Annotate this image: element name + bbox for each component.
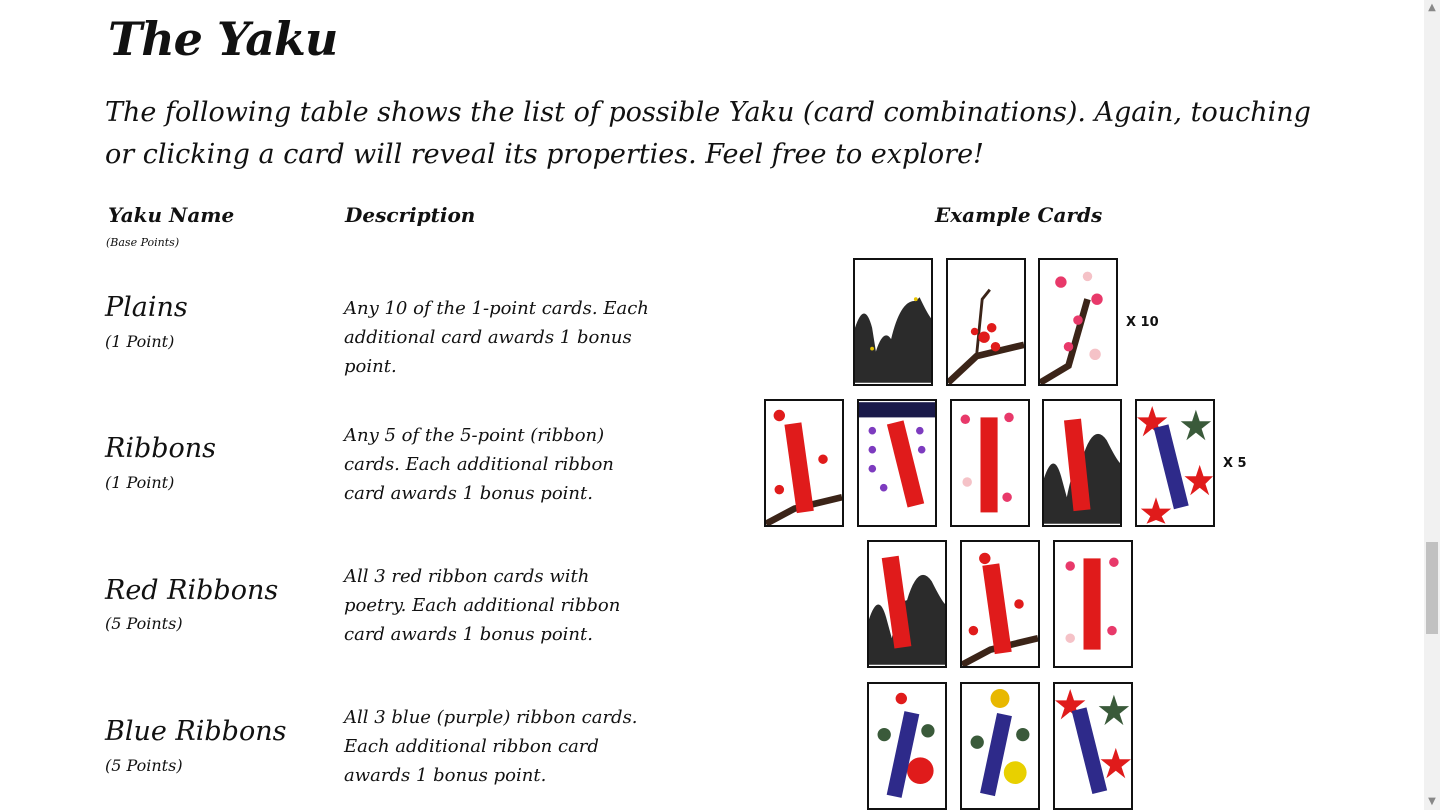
yaku-description: All 3 blue (purple) ribbon cards. Each additional ribbon card awards 1 bonus point. bbox=[344, 707, 638, 786]
page-title: The Yaku bbox=[108, 12, 338, 66]
header-yaku-name: Yaku Name bbox=[108, 203, 235, 227]
card-plum-red-ribbon[interactable] bbox=[960, 540, 1040, 668]
intro-text: The following table shows the list of possible Yaku (card combinations). Again, touching or clicking a card will reveal its properties. Feel free to explore! bbox=[105, 97, 1311, 170]
card-peony-blue-ribbon[interactable] bbox=[867, 682, 947, 810]
card-pampas-plain[interactable] bbox=[853, 258, 933, 386]
card-cherry-red-ribbon[interactable] bbox=[950, 399, 1030, 527]
card-cherry-red-ribbon[interactable] bbox=[1053, 540, 1133, 668]
card-plum-red-ribbon[interactable] bbox=[764, 399, 844, 527]
header-example-cards: Example Cards bbox=[935, 203, 1103, 227]
yaku-description: Any 10 of the 1-point cards. Each additional card awards 1 bonus point. bbox=[344, 298, 649, 377]
card-pampas-red-ribbon[interactable] bbox=[1042, 399, 1122, 527]
yaku-description: All 3 red ribbon cards with poetry. Each additional ribbon card awards 1 bonus point. bbox=[344, 566, 621, 645]
yaku-name-plains: Plains bbox=[105, 292, 188, 323]
vertical-scrollbar[interactable] bbox=[1424, 0, 1440, 810]
header-base-points: (Base Points) bbox=[106, 236, 180, 249]
scroll-up-icon[interactable]: ▲ bbox=[1428, 2, 1436, 13]
card-pampas-red-ribbon[interactable] bbox=[867, 540, 947, 668]
card-chrysanthemum-blue-ribbon[interactable] bbox=[960, 682, 1040, 810]
scroll-thumb[interactable] bbox=[1426, 542, 1438, 634]
card-maple-blue-ribbon[interactable] bbox=[1135, 399, 1215, 527]
header-description: Description bbox=[345, 203, 476, 227]
yaku-name-blue-ribbons: Blue Ribbons bbox=[105, 716, 287, 747]
scroll-down-icon[interactable]: ▼ bbox=[1428, 796, 1436, 807]
card-maple-blue-ribbon[interactable] bbox=[1053, 682, 1133, 810]
yaku-name-red-ribbons: Red Ribbons bbox=[105, 575, 279, 606]
yaku-points: (1 Point) bbox=[105, 332, 175, 351]
multiplier-label: X 5 bbox=[1223, 456, 1247, 471]
yaku-points: (5 Points) bbox=[105, 614, 183, 633]
yaku-name-ribbons: Ribbons bbox=[105, 433, 217, 464]
card-cherry-plain[interactable] bbox=[1038, 258, 1118, 386]
multiplier-label: X 10 bbox=[1126, 315, 1159, 330]
yaku-description: Any 5 of the 5-point (ribbon) cards. Each additional ribbon card awards 1 bonus point. bbox=[344, 425, 614, 504]
card-wisteria-ribbon[interactable] bbox=[857, 399, 937, 527]
yaku-points: (5 Points) bbox=[105, 756, 183, 775]
yaku-points: (1 Point) bbox=[105, 473, 175, 492]
card-plum-plain[interactable] bbox=[946, 258, 1026, 386]
